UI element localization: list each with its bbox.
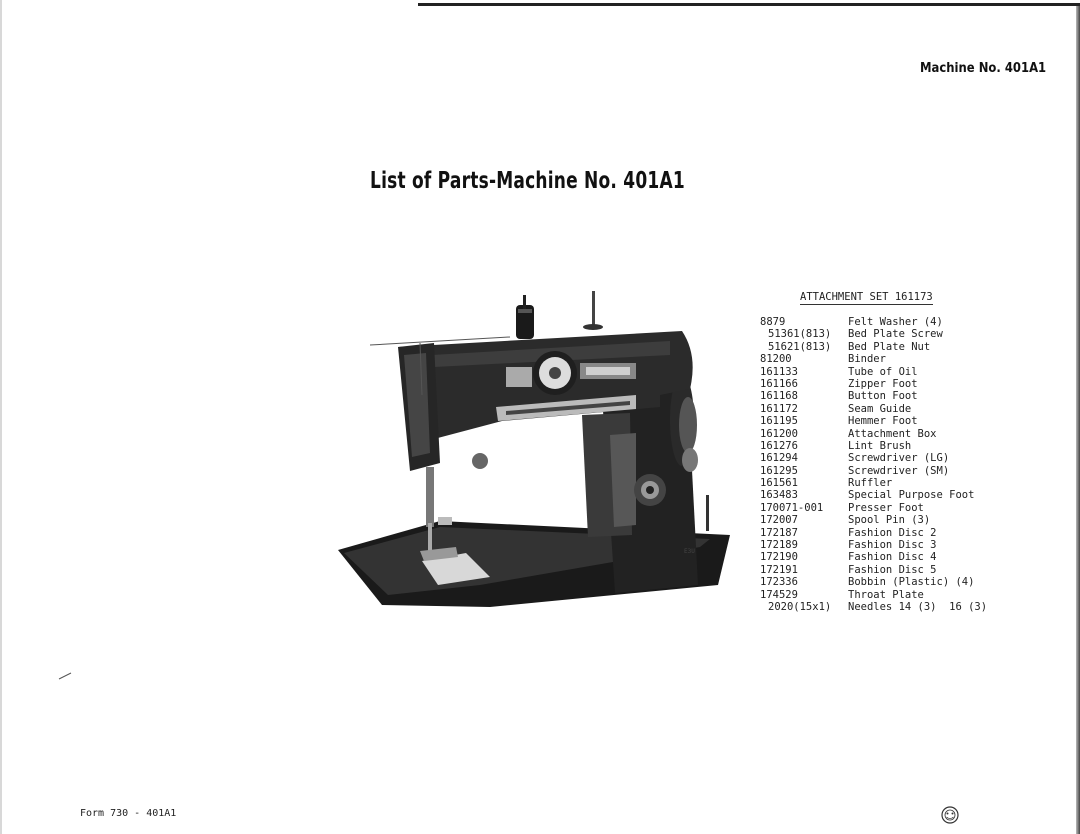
union-label-icon [940,805,960,825]
part-description: Hemmer Foot [848,415,918,428]
attachment-set-heading: ATTACHMENT SET 161173 [800,291,933,303]
part-number: 161172 [760,402,798,415]
part-row [760,477,987,489]
machine-number-header: Machine No. 401A1 [920,60,1047,76]
part-number: 172187 [760,526,798,539]
part-description: Zipper Foot [848,377,918,390]
form-number-footer: Form 730 - 401A1 [80,808,177,819]
part-description: Spool Pin (3) [848,514,931,527]
part-description: Lint Brush [848,439,912,452]
part-description: Fashion Disc 4 [848,551,937,564]
part-description: Fashion Disc 2 [848,526,937,539]
part-row [760,440,987,452]
part-row [760,341,987,353]
left-page-edge [0,0,2,834]
part-description: Attachment Box [848,427,937,440]
part-row [760,452,987,464]
right-page-edge [1076,6,1080,834]
part-row [760,428,987,440]
part-row [760,316,987,328]
top-rule [418,3,1080,6]
part-description: Fashion Disc 5 [848,563,937,576]
part-number: 163483 [760,489,798,502]
part-description: Needles 14 (3) 16 (3) [848,600,988,613]
illustration-caption: E3U [684,548,695,555]
part-number: 161276 [760,439,798,452]
part-number: 161168 [760,390,798,403]
part-description: Button Foot [848,390,918,403]
part-description: Screwdriver (LG) [848,452,950,465]
part-row [760,601,987,613]
sewing-machine-illustration [330,285,730,635]
part-number: 8879 [760,316,786,328]
part-description: Seam Guide [848,402,912,415]
part-description: Bed Plate Screw [848,328,943,341]
part-number: 51621(813) [768,340,832,353]
part-number: 2020(15x1) [768,600,832,613]
part-description: Throat Plate [848,588,924,601]
part-description: Presser Foot [848,501,924,514]
part-description: Binder [848,353,886,366]
part-number: 161561 [760,477,798,490]
part-description: Special Purpose Foot [848,489,975,502]
part-description: Bed Plate Nut [848,340,931,353]
part-row [760,366,987,378]
part-row [760,527,987,539]
part-row [760,564,987,576]
part-number: 172190 [760,551,798,564]
part-description: Tube of Oil [848,365,918,378]
stray-pen-mark [58,672,72,680]
part-row [760,551,987,563]
part-row [760,502,987,514]
part-number: 161295 [760,464,798,477]
part-row [760,539,987,551]
part-row [760,489,987,501]
part-number: 172336 [760,576,798,589]
part-number: 81200 [760,353,792,366]
part-row [760,514,987,526]
part-number: 161195 [760,415,798,428]
part-number: 174529 [760,588,798,601]
part-number: 161133 [760,365,798,378]
part-description: Bobbin (Plastic) (4) [848,576,975,589]
part-number: 161294 [760,452,798,465]
part-row [760,328,987,340]
part-description: Fashion Disc 3 [848,539,937,552]
part-row [760,378,987,390]
part-row [760,415,987,427]
part-number: 172007 [760,514,798,527]
page-title: List of Parts-Machine No. 401A1 [370,168,685,194]
part-row [760,390,987,402]
part-description: Ruffler [848,477,893,490]
part-row [760,353,987,365]
part-number: 161200 [760,427,798,440]
part-number: 170071-001 [760,501,824,514]
part-number: 172191 [760,563,798,576]
part-number: 172189 [760,539,798,552]
part-number: 161166 [760,377,798,390]
part-description: Screwdriver (SM) [848,464,950,477]
part-row [760,465,987,477]
attachment-parts-list [760,316,987,613]
part-row [760,589,987,601]
part-row [760,576,987,588]
part-description: Felt Washer (4) [848,316,943,328]
part-row [760,403,987,415]
part-number: 51361(813) [768,328,832,341]
